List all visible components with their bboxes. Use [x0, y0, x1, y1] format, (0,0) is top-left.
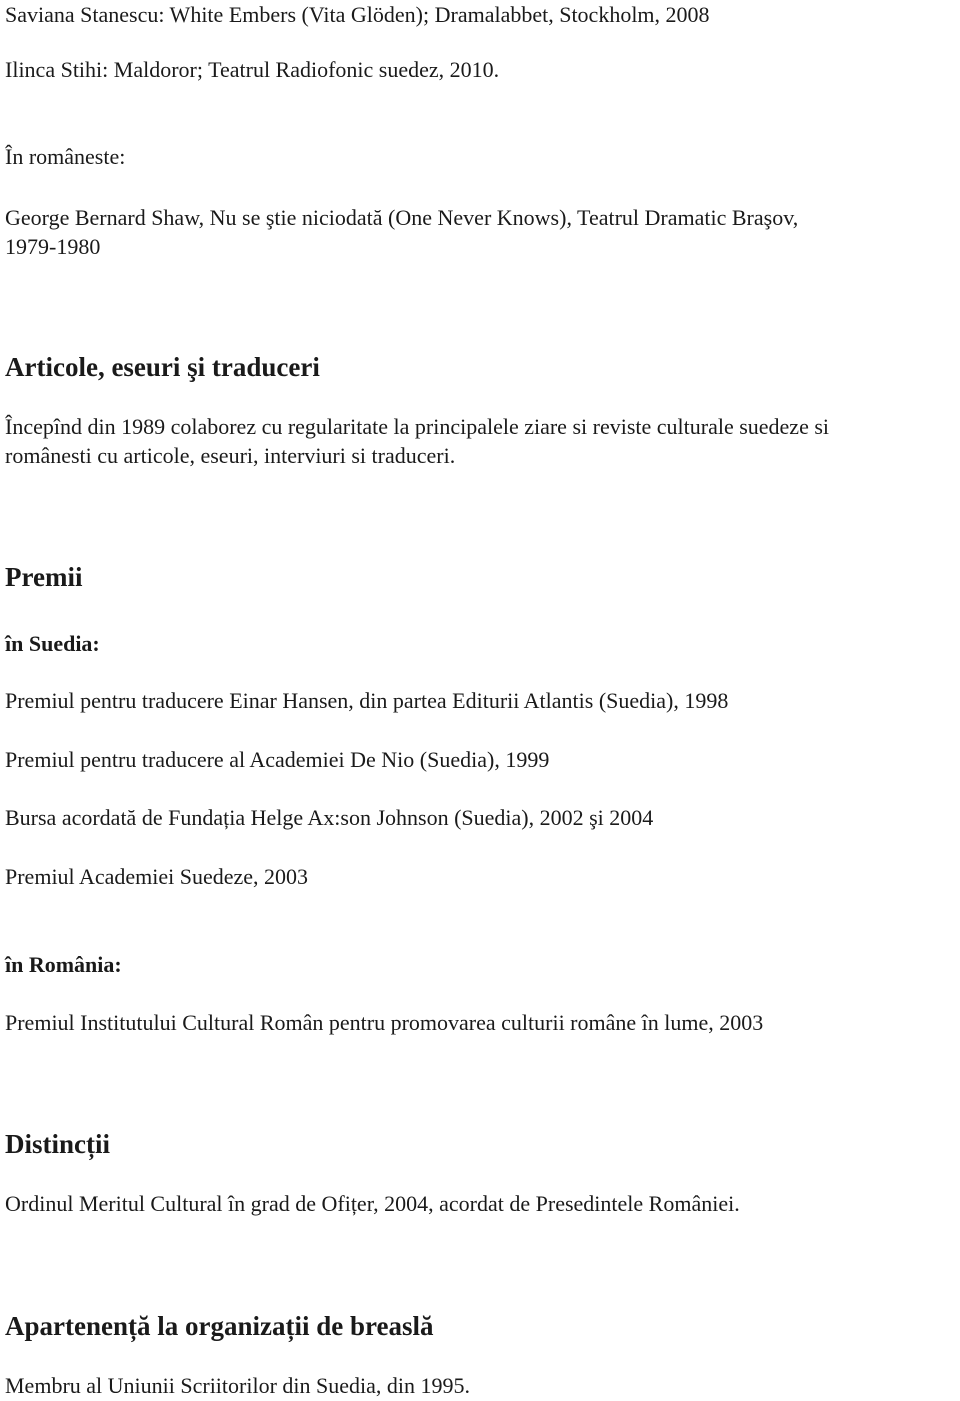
translation-line-shaw-years: 1979-1980: [5, 234, 101, 259]
premiu-item: Bursa acordată de Fundația Helge Ax:son Johnson (Suedia), 2002 şi 2004: [5, 805, 654, 830]
section-heading-apartenenta: Apartenență la organizații de breaslă: [5, 1311, 434, 1341]
premii-suedia-label: în Suedia:: [5, 631, 100, 656]
premiu-item: Premiul Institutului Cultural Român pentru promovarea culturii române în lume, 2003: [5, 1010, 764, 1035]
articole-text-line2: românesti cu articole, eseuri, interviuri si traduceri.: [5, 443, 456, 468]
articole-text-line1: Începînd din 1989 colaborez cu regularitate la principalele ziare si reviste culturale suedeze si: [5, 414, 830, 439]
section-heading-distinctii: Distincții: [5, 1129, 110, 1159]
premii-romania-label: în România:: [5, 952, 122, 977]
premiu-item: Premiul pentru traducere al Academiei De Nio (Suedia), 1999: [5, 747, 550, 772]
section-heading-premii: Premii: [5, 562, 83, 592]
translation-line-stanescu: Saviana Stanescu: White Embers (Vita Glöden); Dramalabbet, Stockholm, 2008: [5, 2, 710, 27]
premiu-item: Premiul pentru traducere Einar Hansen, din partea Editurii Atlantis (Suedia), 1998: [5, 688, 729, 713]
section-heading-articole: Articole, eseuri şi traduceri: [5, 352, 320, 382]
translation-line-shaw: George Bernard Shaw, Nu se ştie niciodată (One Never Knows), Teatrul Dramatic Braşov,: [5, 205, 799, 230]
apartenenta-text: Membru al Uniunii Scriitorilor din Suedia, din 1995.: [5, 1373, 471, 1398]
subheading-in-romaneste: În româneste:: [5, 144, 126, 169]
premiu-item: Premiul Academiei Suedeze, 2003: [5, 864, 309, 889]
translation-line-stihi: Ilinca Stihi: Maldoror; Teatrul Radiofonic suedez, 2010.: [5, 57, 500, 82]
distinctii-text: Ordinul Meritul Cultural în grad de Ofițer, 2004, acordat de Presedintele României.: [5, 1191, 740, 1216]
